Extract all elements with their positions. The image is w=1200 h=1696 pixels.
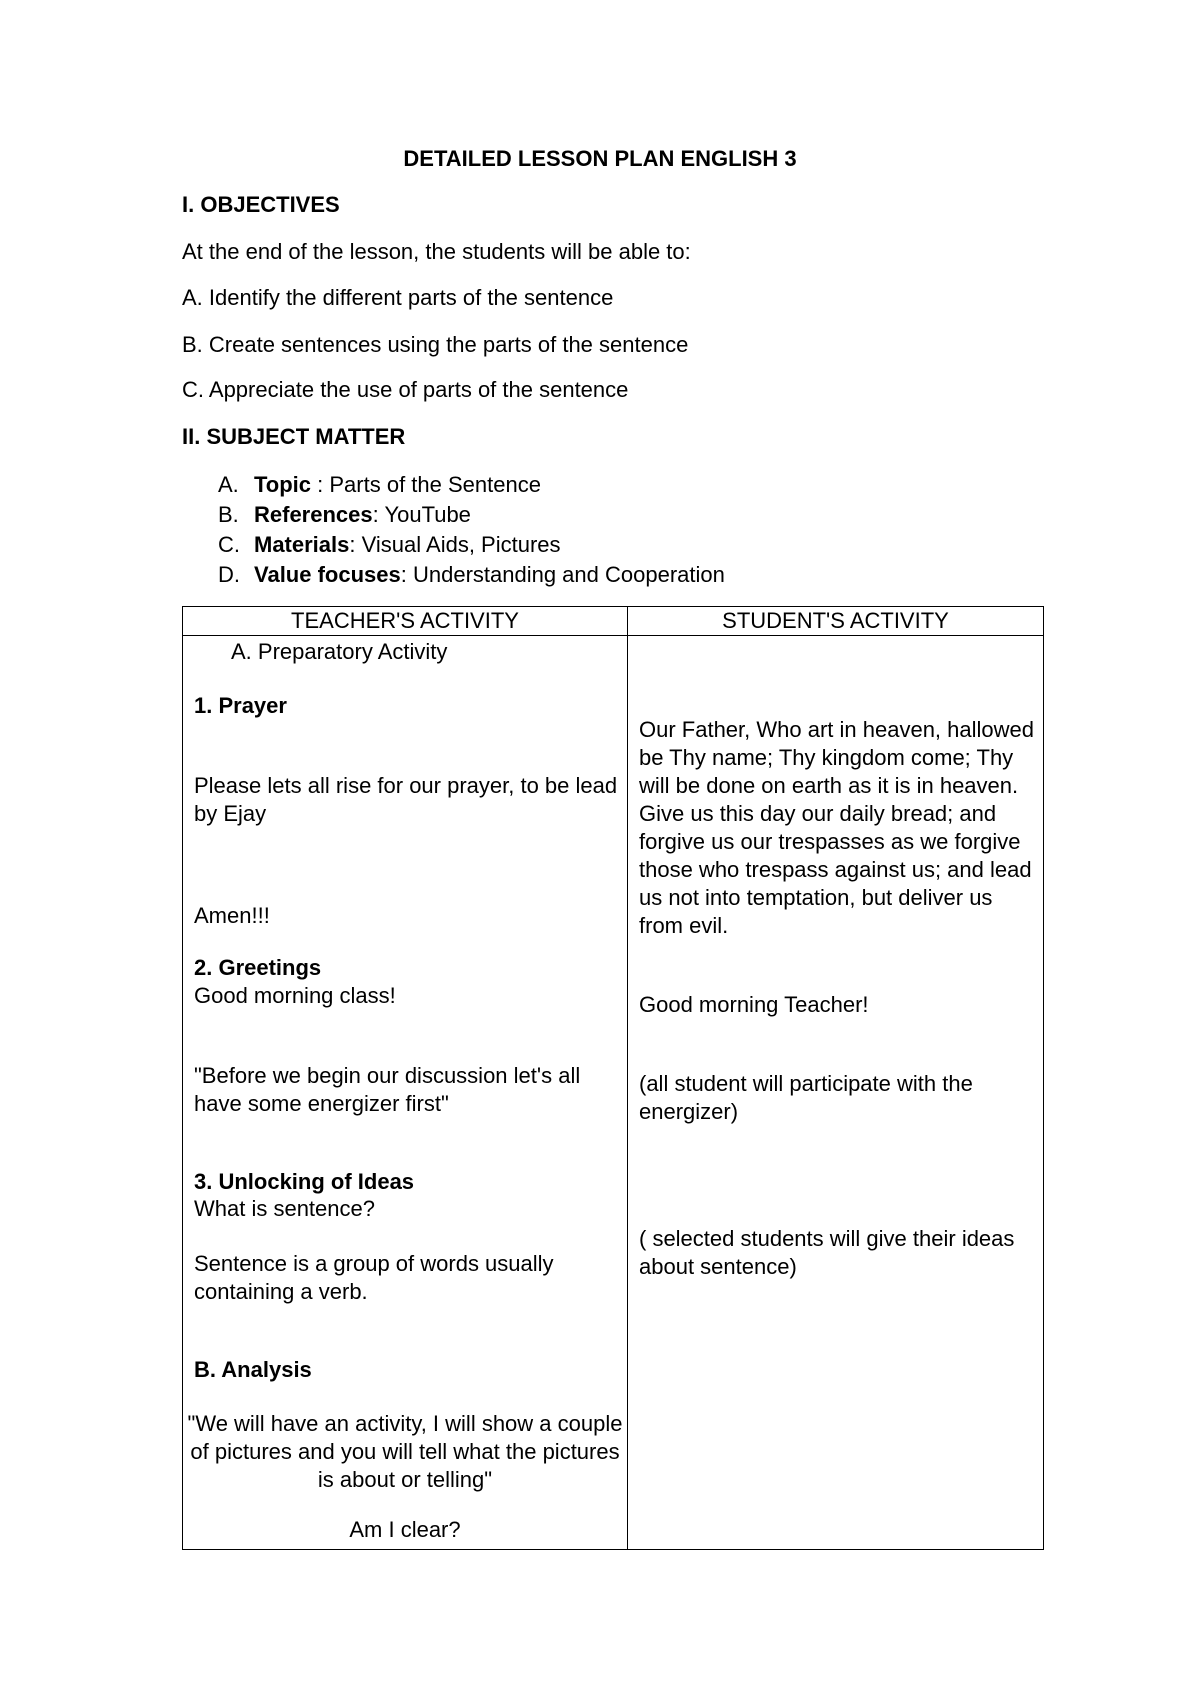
greetings-text: Good morning class! — [194, 983, 396, 1008]
teacher-activity-header: TEACHER'S ACTIVITY — [183, 607, 628, 636]
student-greeting-text: Good morning Teacher! — [639, 992, 869, 1017]
amen-text: Amen!!! — [194, 903, 270, 928]
teacher-activity-cell — [183, 636, 628, 1550]
objectives-intro: At the end of the lesson, the students will be able to: — [182, 239, 691, 264]
student-prayer-text: Our Father, Who art in heaven, hallowed be Thy name; Thy kingdom come; Thy will be done on earth as it is in heaven. Give us this day our daily bread; and forgive us our trespasses as we forgive those who trespass against us; and lead us not into temptation, but deliver us from evil. — [639, 717, 1034, 938]
analysis-heading: B. Analysis — [194, 1357, 312, 1382]
student-activity-header: STUDENT'S ACTIVITY — [628, 607, 1044, 636]
objective-item-c: C. Appreciate the use of parts of the sentence — [182, 377, 629, 402]
unlocking-heading: 3. Unlocking of Ideas — [194, 1169, 415, 1194]
table-row — [183, 636, 1044, 1550]
analysis-text: "We will have an activity, I will show a couple of pictures and you will tell what the pictures is about or telling" — [187, 1411, 623, 1492]
subject-item-materials: C. Materials: Visual Aids, Pictures — [218, 532, 561, 557]
student-energizer-text: (all student will participate with the energizer) — [639, 1071, 973, 1124]
preparatory-activity: A. Preparatory Activity — [231, 639, 448, 664]
subject-item-references: B. References: YouTube — [218, 502, 471, 527]
greetings-heading: 2. Greetings — [194, 955, 322, 980]
table-header-row — [183, 607, 1044, 636]
prayer-instruction: Please lets all rise for our prayer, to be lead by Ejay — [194, 773, 618, 826]
subject-item-topic: A. Topic : Parts of the Sentence — [218, 472, 541, 497]
subject-matter-heading: II. SUBJECT MATTER — [182, 424, 406, 449]
student-ideas-text: ( selected students will give their ideas about sentence) — [639, 1226, 1015, 1279]
unlocking-answer: Sentence is a group of words usually containing a verb. — [194, 1251, 554, 1304]
subject-item-value-focuses: D. Value focuses: Understanding and Cooperation — [218, 562, 725, 587]
activity-table — [182, 606, 1044, 1550]
am-i-clear-text: Am I clear? — [349, 1517, 461, 1542]
unlocking-question: What is sentence? — [194, 1196, 375, 1221]
student-activity-cell — [628, 636, 1044, 1550]
objective-item-b: B. Create sentences using the parts of the sentence — [182, 332, 689, 357]
objectives-heading: I. OBJECTIVES — [182, 192, 340, 217]
objective-item-a: A. Identify the different parts of the sentence — [182, 285, 614, 310]
subject-matter-list — [218, 470, 725, 590]
energizer-text: "Before we begin our discussion let's all have some energizer first" — [194, 1063, 581, 1116]
prayer-heading: 1. Prayer — [194, 693, 287, 718]
document-title: DETAILED LESSON PLAN ENGLISH 3 — [403, 146, 797, 171]
